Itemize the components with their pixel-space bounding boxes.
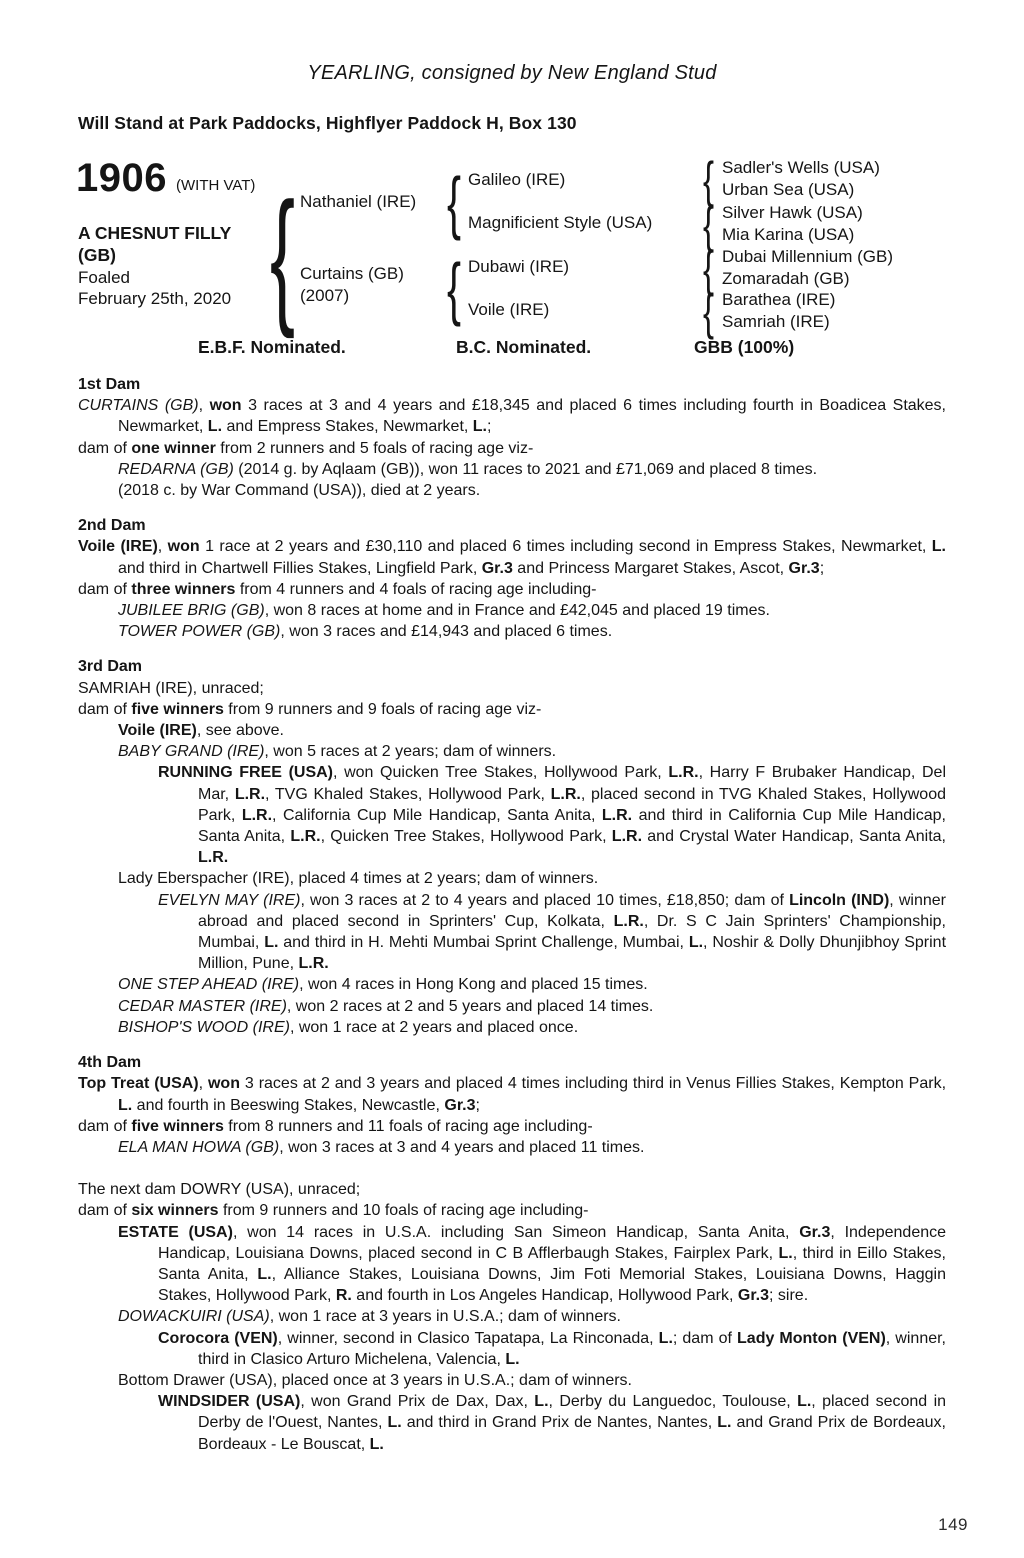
text-segment: BABY GRAND (IRE): [118, 743, 265, 761]
text-segment: Gr.3: [788, 559, 820, 577]
text-segment: REDARNA (GB): [118, 460, 234, 478]
catalogue-paragraph: [78, 868, 946, 889]
lot-number: 1906: [76, 156, 167, 200]
text-segment: L.: [534, 1393, 549, 1411]
text-segment: L.R.: [668, 764, 699, 782]
text-segment: L.R.: [198, 849, 229, 867]
text-segment: 3 races at 3 and 4 years and £18,345 and placed 6 times including fourth in Boadicea Stakes, Newmarket,: [118, 397, 947, 436]
sire-dam-name: Magnificient Style (USA): [468, 213, 653, 232]
text-segment: L.: [264, 934, 279, 952]
text-segment: , won 1 race at 3 years in U.S.A.; dam of winners.: [269, 1308, 621, 1326]
text-segment: won: [209, 397, 242, 415]
text-segment: , won Grand Prix de Dax, Dax,: [300, 1393, 535, 1411]
page-number: 149: [938, 1515, 968, 1534]
catalogue-paragraph: [78, 996, 946, 1017]
dam-sire-name: Dubawi (IRE): [468, 257, 570, 276]
text-segment: , winner, third in Clasico Arturo Michelena, Valencia,: [198, 1329, 947, 1368]
text-segment: , Dr. S C Jain Sprinters' Championship, Mumbai,: [198, 912, 946, 952]
dam-section: [78, 1052, 946, 1158]
text-segment: L.R.: [613, 912, 644, 930]
text-segment: and Empress Stakes, Newmarket,: [222, 418, 473, 436]
text-segment: CEDAR MASTER (IRE): [118, 997, 287, 1015]
gp-name: Mia Karina (USA): [722, 225, 855, 244]
gp-name: Dubai Millennium (GB): [722, 247, 893, 266]
text-segment: , won 3 races and £14,943 and placed 6 times.: [280, 623, 613, 641]
catalogue-paragraph: [78, 536, 946, 578]
text-segment: ;: [475, 1096, 480, 1114]
catalogue-paragraph: [78, 600, 946, 621]
pedigree-brace-gp4: [703, 287, 714, 337]
text-segment: L.: [118, 1096, 133, 1114]
sire-name: Nathaniel (IRE): [300, 192, 417, 211]
catalogue-paragraph: [78, 1179, 946, 1200]
text-segment: Gr.3: [481, 559, 513, 577]
text-segment: six winners: [131, 1202, 219, 1220]
catalogue-paragraph: [78, 1391, 946, 1455]
text-segment: Gr.3: [444, 1096, 476, 1114]
text-segment: , Quicken Tree Stakes, Hollywood Park,: [320, 828, 612, 846]
text-segment: Top Treat (USA): [78, 1075, 199, 1093]
text-segment: , see above.: [196, 722, 284, 740]
text-segment: and Grand Prix de Bordeaux, Bordeaux - Le Bouscat,: [198, 1414, 947, 1453]
text-segment: Voile (IRE): [78, 538, 158, 556]
text-segment: won: [167, 538, 200, 556]
text-segment: from 9 runners and 9 foals of racing age viz-: [223, 700, 542, 718]
text-segment: L.: [472, 418, 487, 436]
text-segment: won: [207, 1075, 240, 1093]
catalogue-paragraph: [78, 621, 946, 642]
text-segment: L.: [658, 1329, 673, 1347]
text-segment: , placed second in Derby de l'Ouest, Nantes,: [198, 1393, 947, 1432]
text-segment: ELA MAN HOWA (GB): [118, 1138, 280, 1156]
text-segment: L.R.: [298, 955, 329, 973]
text-segment: L.: [387, 1414, 402, 1432]
text-segment: The next dam DOWRY (USA), unraced;: [78, 1181, 361, 1199]
text-segment: BISHOP'S WOOD (IRE): [118, 1018, 290, 1036]
ebf-nomination: E.B.F. Nominated.: [198, 337, 346, 357]
text-segment: , won 3 races at 3 and 4 years and placed 11 times.: [279, 1138, 645, 1156]
text-segment: L.R.: [234, 785, 266, 803]
text-segment: , Noshir & Dolly Dhunjibhoy Sprint Million, Pune,: [198, 934, 947, 973]
gp-name: Zomaradah (GB): [722, 269, 850, 288]
text-segment: L.: [778, 1244, 793, 1262]
text-segment: , TVG Khaled Stakes, Hollywood Park,: [265, 785, 551, 803]
text-segment: Corocora (VEN): [158, 1329, 278, 1347]
bc-nomination: B.C. Nominated.: [456, 337, 592, 357]
text-segment: L.: [688, 934, 704, 952]
catalogue-paragraph: [78, 974, 946, 995]
dam-sections: [78, 374, 946, 1469]
gp-name: Urban Sea (USA): [722, 180, 855, 199]
pedigree-brace-dam: [447, 253, 461, 323]
consignment-title: YEARLING, consigned by New England Stud: [307, 62, 717, 84]
catalogue-paragraph: [78, 579, 946, 600]
text-segment: five winners: [131, 700, 224, 718]
text-segment: and third in H. Mehti Mumbai Sprint Challenge, Mumbai,: [278, 934, 689, 952]
vat-note: (WITH VAT): [176, 177, 256, 194]
text-segment: dam of: [78, 439, 132, 457]
text-segment: from 4 runners and 4 foals of racing age including-: [235, 580, 597, 598]
horse-description-line1: A CHESNUT FILLY: [78, 223, 232, 243]
text-segment: , won Quicken Tree Stakes, Hollywood Park,: [333, 764, 669, 782]
text-segment: ,: [198, 1075, 208, 1093]
text-segment: , Independence Handicap, Louisiana Downs, placed second in C B Afflerbaugh Stakes, Fairplex Park,: [158, 1223, 947, 1262]
text-segment: , won 5 races at 2 years; dam of winners.: [264, 743, 557, 761]
text-segment: ;: [819, 559, 825, 577]
text-segment: RUNNING FREE (USA): [158, 764, 334, 782]
text-segment: CURTAINS (GB): [78, 397, 199, 415]
text-segment: L.: [257, 1265, 272, 1283]
text-segment: Lady Eberspacher (IRE), placed 4 times at 2 years; dam of winners.: [118, 870, 599, 888]
text-segment: ESTATE (USA): [118, 1223, 233, 1241]
catalogue-paragraph: [78, 1017, 946, 1038]
text-segment: dam of: [78, 700, 132, 718]
text-segment: , Alliance Stakes, Louisiana Downs, Jim Foti Memorial Stakes, Louisiana Downs, Haggin Stakes, Hollywood Park,: [158, 1265, 947, 1305]
text-segment: , third in Eillo Stakes, Santa Anita,: [158, 1244, 946, 1283]
text-segment: L.R.: [601, 806, 633, 824]
gp-name: Sadler's Wells (USA): [722, 158, 880, 177]
text-segment: , won 14 races in U.S.A. including San Simeon Handicap, Santa Anita,: [232, 1223, 800, 1241]
text-segment: (2018 c. by War Command (USA)), died at 2 years.: [118, 482, 481, 500]
text-segment: Gr.3: [737, 1287, 770, 1305]
text-segment: from 2 runners and 5 foals of racing age viz-: [215, 439, 534, 457]
catalogue-paragraph: [78, 395, 946, 437]
text-segment: L.R.: [290, 828, 321, 846]
text-segment: and third in Grand Prix de Nantes, Nantes,: [401, 1414, 718, 1432]
gp-name: Samriah (IRE): [722, 312, 830, 331]
pedigree-brace-main: [270, 180, 295, 330]
text-segment: EVELYN MAY (IRE): [158, 891, 301, 909]
text-segment: Voile (IRE): [118, 722, 197, 740]
catalogue-paragraph: [78, 741, 946, 762]
text-segment: , won 2 races at 2 and 5 years and placed 14 times.: [286, 997, 654, 1015]
text-segment: one winner: [131, 439, 216, 457]
catalogue-paragraph: [78, 438, 946, 459]
text-segment: , won 8 races at home and in France and £42,045 and placed 19 times.: [264, 602, 770, 620]
catalogue-paragraph: [78, 1328, 946, 1370]
sire-sire-name: Galileo (IRE): [468, 170, 566, 189]
catalogue-paragraph: [78, 480, 946, 501]
catalogue-paragraph: [78, 1306, 946, 1327]
foaled-label: Foaled: [78, 268, 130, 287]
text-segment: Gr.3: [799, 1223, 831, 1241]
text-segment: , Derby du Languedoc, Toulouse,: [548, 1393, 798, 1411]
text-segment: five winners: [131, 1117, 224, 1135]
catalogue-paragraph: [78, 1222, 946, 1307]
gp-name: Silver Hawk (USA): [722, 203, 863, 222]
pedigree-brace-sire: [447, 167, 461, 237]
text-segment: ; dam of: [672, 1329, 738, 1347]
text-segment: L.: [797, 1393, 812, 1411]
catalogue-paragraph: [78, 1137, 946, 1158]
stand-location: Will Stand at Park Paddocks, Highflyer Paddock H, Box 130: [78, 113, 577, 133]
dam-section: [78, 1179, 946, 1455]
text-segment: and fourth in Beeswing Stakes, Newcastle,: [132, 1096, 445, 1114]
dam-section: [78, 515, 946, 642]
text-segment: , placed second in TVG Khaled Stakes, Hollywood Park,: [198, 785, 947, 824]
text-segment: and third in Chartwell Fillies Stakes, Lingfield Park,: [118, 559, 482, 577]
text-segment: , California Cup Mile Handicap, Santa Anita,: [272, 806, 602, 824]
catalogue-paragraph: [78, 1370, 946, 1391]
dam-dam-name: Voile (IRE): [468, 300, 550, 319]
text-segment: , won 1 race at 2 years and placed once.: [289, 1018, 579, 1036]
text-segment: Lincoln (IND): [789, 891, 890, 909]
dam-section: [78, 656, 946, 1038]
catalogue-paragraph: [78, 1116, 946, 1137]
text-segment: L.: [505, 1350, 520, 1368]
text-segment: ; sire.: [769, 1287, 809, 1305]
catalogue-paragraph: [78, 762, 946, 868]
text-segment: ;: [487, 418, 492, 436]
text-segment: L.R.: [550, 785, 581, 803]
section-heading: 2nd Dam: [78, 517, 146, 535]
text-segment: DOWACKUIRI (USA): [118, 1308, 270, 1326]
text-segment: dam of: [78, 1202, 132, 1220]
text-segment: (2014 g. by Aqlaam (GB)), won 11 races to 2021 and £71,069 and placed 8 times.: [233, 460, 818, 478]
gbb-note: GBB (100%): [694, 337, 795, 357]
catalogue-paragraph: [78, 720, 946, 741]
catalogue-paragraph: [78, 1200, 946, 1221]
text-segment: dam of: [78, 1117, 132, 1135]
text-segment: R.: [335, 1287, 352, 1305]
text-segment: WINDSIDER (USA): [158, 1393, 301, 1411]
dam-year: (2007): [300, 286, 350, 305]
catalogue-paragraph: [78, 699, 946, 720]
foaled-date: February 25th, 2020: [78, 289, 232, 308]
text-segment: L.: [717, 1414, 732, 1432]
text-segment: from 9 runners and 10 foals of racing age including-: [218, 1202, 589, 1220]
text-segment: from 8 runners and 11 foals of racing age including-: [223, 1117, 593, 1135]
text-segment: , winner, second in Clasico Tapatapa, La Rinconada,: [277, 1329, 659, 1347]
section-heading: 4th Dam: [78, 1054, 142, 1072]
text-segment: , won 3 races at 2 to 4 years and placed 10 times, £18,850; dam of: [300, 891, 790, 909]
text-segment: JUBILEE BRIG (GB): [118, 602, 265, 620]
text-segment: and third in California Cup Mile Handicap, Santa Anita,: [198, 806, 946, 846]
text-segment: ONE STEP AHEAD (IRE): [118, 976, 300, 994]
text-segment: Lady Monton (VEN): [737, 1329, 886, 1347]
text-segment: three winners: [131, 580, 236, 598]
gp-name: Barathea (IRE): [722, 290, 836, 309]
text-segment: and Princess Margaret Stakes, Ascot,: [512, 559, 789, 577]
text-segment: dam of: [78, 580, 132, 598]
text-segment: , won 4 races in Hong Kong and placed 15 times.: [299, 976, 648, 994]
text-segment: L.R.: [241, 806, 273, 824]
text-segment: 3 races at 2 and 3 years and placed 4 times including third in Venus Fillies Stakes, Kempton Park,: [239, 1075, 947, 1093]
text-segment: L.: [207, 418, 223, 436]
text-segment: and Crystal Water Handicap, Santa Anita,: [642, 828, 947, 846]
dam-name: Curtains (GB): [300, 264, 404, 283]
text-segment: L.: [369, 1435, 384, 1453]
text-segment: ,: [157, 538, 168, 556]
text-segment: 1 race at 2 years and £30,110 and placed 6 times including second in Empress Stakes, Newmarket,: [199, 538, 932, 556]
text-segment: SAMRIAH (IRE), unraced;: [78, 679, 264, 697]
catalogue-paragraph: [78, 1073, 946, 1115]
horse-description-line2: (GB): [78, 245, 116, 265]
text-segment: and fourth in Los Angeles Handicap, Hollywood Park,: [351, 1287, 738, 1305]
text-segment: Bottom Drawer (USA), placed once at 3 years in U.S.A.; dam of winners.: [118, 1371, 632, 1389]
dam-section: [78, 374, 946, 501]
section-heading: 1st Dam: [78, 376, 141, 393]
catalogue-paragraph: [78, 678, 946, 699]
catalogue-paragraph: [78, 459, 946, 480]
text-segment: , Harry F Brubaker Handicap, Del Mar,: [198, 764, 946, 803]
text-segment: ,: [198, 397, 210, 415]
text-segment: L.R.: [611, 828, 643, 846]
text-segment: TOWER POWER (GB): [118, 623, 281, 641]
section-heading: 3rd Dam: [78, 658, 143, 676]
catalogue-paragraph: [78, 890, 946, 975]
text-segment: L.: [931, 538, 946, 556]
text-segment: , winner abroad and placed second in Sprinters' Cup, Kolkata,: [198, 891, 947, 930]
